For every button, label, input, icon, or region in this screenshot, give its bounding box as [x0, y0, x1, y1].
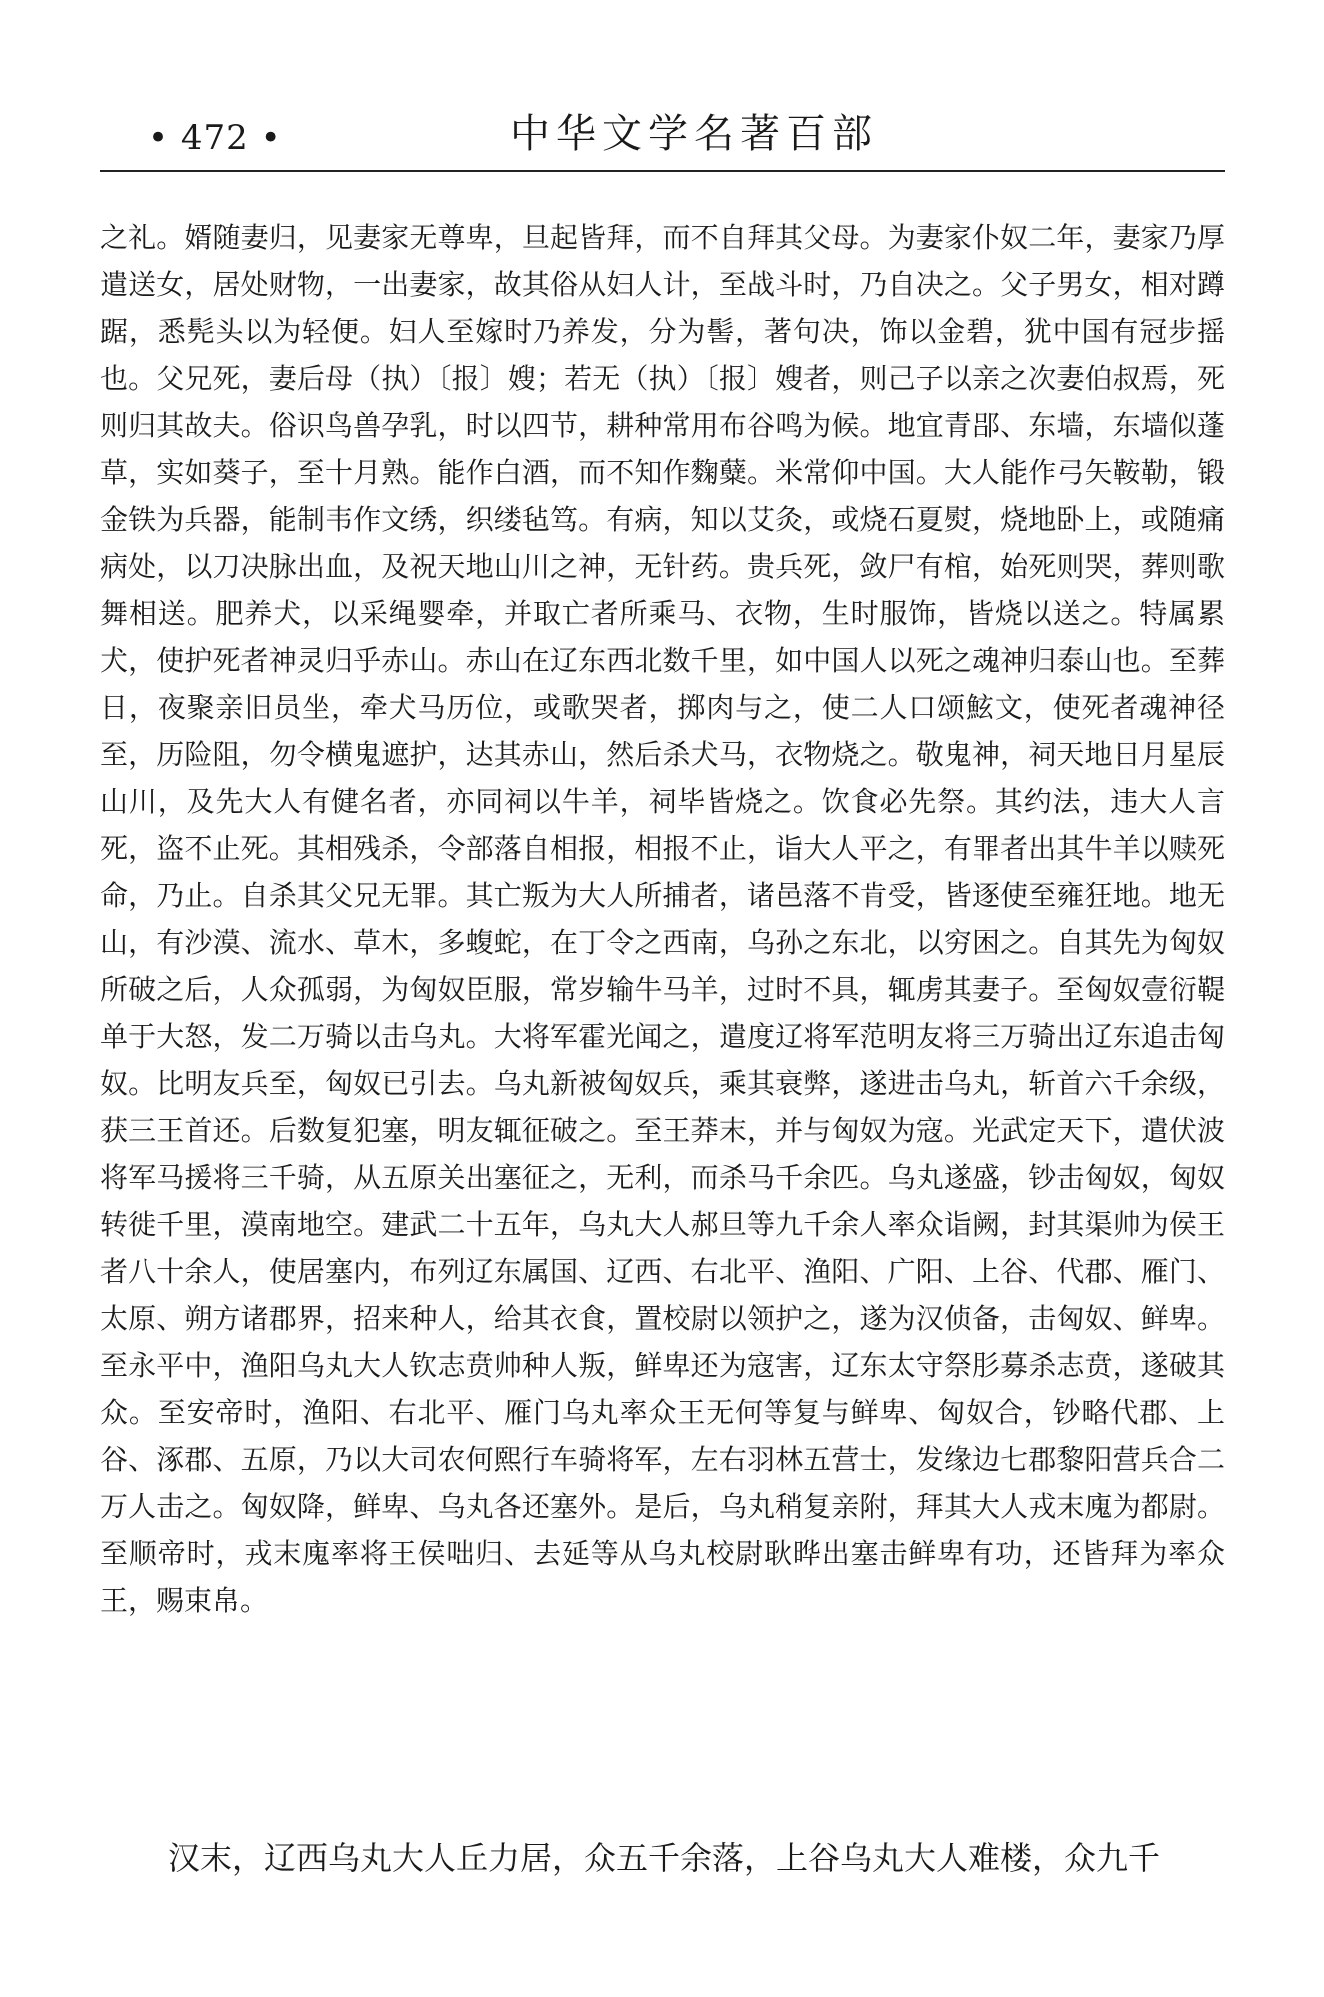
header-divider — [100, 170, 1225, 172]
book-title: 中华文学名著百部 — [510, 111, 878, 157]
page-number: • 472 • — [148, 118, 282, 158]
page-header — [100, 106, 1225, 166]
next-paragraph: 汉末，辽西乌丸大人丘力居，众五千余落，上谷乌丸大人难楼，众九千 — [168, 1839, 1161, 1877]
main-text-block: 之礼。婿随妻归，见妻家无尊卑，旦起皆拜，而不自拜其父母。为妻家仆奴二年，妻家乃厚遣送女，居处财物，一出妻家，故其俗从妇人计，至战斗时，乃自决之。父子男女，相对蹲踞，悉髡头以为轻便。妇人至嫁时乃养发，分为髻，著句决，饰以金碧，犹中国有冠步摇也。父兄死，妻后母（执）〔报〕嫂；若无（执）〔报〕嫂者，则己子以亲之次妻伯叔焉，死则归其故夫。俗识鸟兽孕乳，时以四节，耕种常用布谷鸣为候。地宜青郘、东墙，东墙似蓬草，实如葵子，至十月熟。能作白酒，而不知作麴糵。米常仰中国。大人能作弓矢鞍勒，锻金铁为兵器，能制韦作文绣，织缕毡笃。有病，知以艾灸，或烧石夏熨，烧地卧上，或随痛病处，以刀决脉出血，及祝天地山川之神，无针药。贵兵死，敛尸有棺，始死则哭，葬则歌舞相送。肥养犬，以采绳婴牵，并取亡者所乘马、衣物，生时服饰，皆烧以送之。特属累犬，使护死者神灵归乎赤山。赤山在辽东西北数千里，如中国人以死之魂神归泰山也。至葬日，夜聚亲旧员坐，牵犬马历位，或歌哭者，掷肉与之，使二人口颂鮌文，使死者魂神径至，历险阻，勿令横鬼遮护，达其赤山，然后杀犬马，衣物烧之。敬鬼神，祠天地日月星辰山川，及先大人有健名者，亦同祠以牛羊，祠毕皆烧之。饮食必先祭。其约法，违大人言死，盗不止死。其相残杀，令部落自相报，相报不止，诣大人平之，有罪者出其牛羊以赎死命，乃止。自杀其父兄无罪。其亡叛为大人所捕者，诸邑落不肯受，皆逐使至雍狂地。地无山，有沙漠、流水、草木，多蝮蛇，在丁令之西南，乌孙之东北，以穷困之。自其先为匈奴所破之后，人众孤弱，为匈奴臣服，常岁输牛马羊，过时不具，辄虏其妻子。至匈奴壹衍鞮单于大怒，发二万骑以击乌丸。大将军霍光闻之，遣度辽将军范明友将三万骑出辽东追击匈奴。比明友兵至，匈奴已引去。乌丸新被匈奴兵，乘其衰弊，遂进击乌丸，斩首六千余级，获三王首还。后数复犯塞，明友辄征破之。至王莽末，并与匈奴为寇。光武定天下，遣伏波将军马援将三千骑，从五原关出塞征之，无利，而杀马千余匹。乌丸遂盛，钞击匈奴，匈奴转徙千里，漠南地空。建武二十五年，乌丸大人郝旦等九千余人率众诣阙，封其渠帅为侯王者八十余人，使居塞内，布列辽东属国、辽西、右北平、渔阳、广阳、上谷、代郡、雁门、太原、朔方诸郡界，招来种人，给其衣食，置校尉以领护之，遂为汉侦备，击匈奴、鲜卑。至永平中，渔阳乌丸大人钦志贲帅种人叛，鲜卑还为寇害，辽东太守祭肜募杀志贲，遂破其众。至安帝时，渔阳、右北平、雁门乌丸率众王无何等复与鲜卑、匈奴合，钞略代郡、上谷、涿郡、五原，乃以大司农何熙行车骑将军，左右羽林五营士，发缘边七郡黎阳营兵合二万人击之。匈奴降，鲜卑、乌丸各还塞外。是后，乌丸稍复亲附，拜其大人戎末廆为都尉。至顺帝时，戎末廆率将王侯咄归、去延等从乌丸校尉耿晔出塞击鲜卑有功，还皆拜为率众王，赐束帛。 — [100, 221, 1225, 1617]
